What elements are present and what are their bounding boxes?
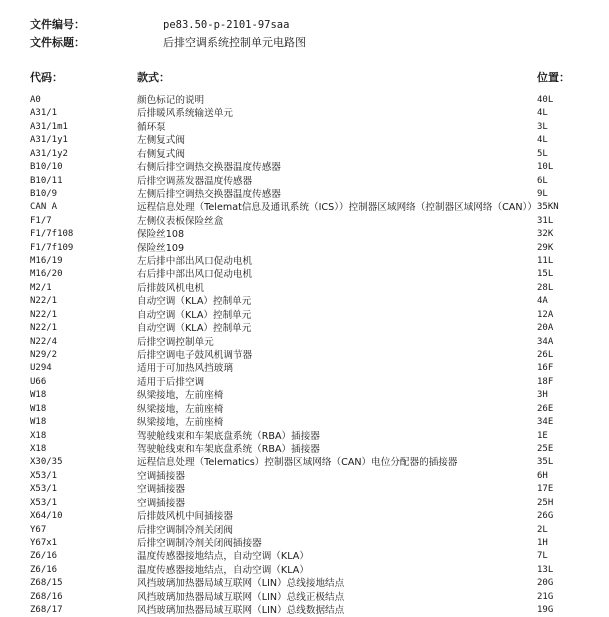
component-code: Y67 bbox=[30, 524, 47, 535]
component-position: 26G bbox=[537, 511, 554, 522]
list-item bbox=[0, 148, 609, 161]
list-item bbox=[0, 362, 609, 375]
component-description: 适用于可加热风挡玻璃 bbox=[137, 363, 233, 375]
component-position: 13L bbox=[537, 564, 554, 575]
component-position: 4L bbox=[537, 135, 548, 146]
component-code: X64/10 bbox=[30, 511, 63, 522]
list-item bbox=[0, 121, 609, 134]
list-item bbox=[0, 443, 609, 456]
doc-title-label: 文件标题： bbox=[30, 36, 85, 49]
component-position: 16F bbox=[537, 363, 554, 374]
doc-number-value: pe83.50-p-2101-97saa bbox=[163, 19, 290, 31]
component-description: 纵梁接地，左前座椅 bbox=[137, 403, 224, 415]
component-position: 25H bbox=[537, 497, 554, 508]
component-code: X53/1 bbox=[30, 484, 58, 495]
component-description: 后排暖风系统输送单元 bbox=[137, 108, 233, 120]
component-code: N22/1 bbox=[30, 296, 58, 307]
doc-title-row bbox=[30, 36, 306, 50]
component-code: A31/1y2 bbox=[30, 148, 68, 159]
component-description: 右后排中部出风口促动电机 bbox=[137, 269, 253, 281]
component-position: 17E bbox=[537, 484, 554, 495]
list-item bbox=[0, 577, 609, 590]
component-code: X18 bbox=[30, 443, 47, 454]
component-position: 3L bbox=[537, 121, 548, 132]
list-item bbox=[0, 201, 609, 214]
component-description: 温度传感器接地结点，自动空调（KLA） bbox=[137, 551, 309, 563]
component-code: X30/35 bbox=[30, 457, 63, 468]
component-code: A0 bbox=[30, 95, 41, 105]
component-description: 风挡玻璃加热器局域互联网（LIN）总线数据结点 bbox=[137, 605, 345, 617]
header-model: 款式： bbox=[137, 71, 170, 84]
component-code: F1/7f109 bbox=[30, 242, 74, 253]
column-headers bbox=[0, 69, 609, 83]
component-code: W18 bbox=[30, 390, 47, 401]
component-code: N22/1 bbox=[30, 323, 58, 334]
list-item bbox=[0, 94, 609, 107]
component-description: 空调插接器 bbox=[137, 470, 185, 482]
component-code: W18 bbox=[30, 417, 47, 428]
component-description: 左侧后排空调热交换器温度传感器 bbox=[137, 188, 281, 200]
list-item bbox=[0, 591, 609, 604]
component-code: F1/7f108 bbox=[30, 229, 74, 240]
list-item bbox=[0, 336, 609, 349]
list-item bbox=[0, 524, 609, 537]
component-description: 温度传感器接地结点，自动空调（KLA） bbox=[137, 564, 309, 576]
list-item bbox=[0, 268, 609, 281]
doc-number-row bbox=[30, 18, 289, 32]
list-item bbox=[0, 497, 609, 510]
component-position: 1H bbox=[537, 537, 548, 548]
component-position: 20G bbox=[537, 578, 554, 589]
component-code: U66 bbox=[30, 376, 47, 387]
component-code: N29/2 bbox=[30, 350, 58, 361]
component-position: 10L bbox=[537, 162, 554, 173]
component-code: M16/20 bbox=[30, 269, 63, 280]
component-description: 左侧复式阀 bbox=[137, 135, 185, 147]
list-item bbox=[0, 242, 609, 255]
header-code: 代码： bbox=[30, 71, 63, 84]
list-item bbox=[0, 510, 609, 523]
component-code: B10/11 bbox=[30, 175, 63, 186]
component-code: Z68/15 bbox=[30, 578, 63, 589]
component-code: Z6/16 bbox=[30, 564, 58, 575]
component-position: 26L bbox=[537, 350, 554, 361]
list-item bbox=[0, 255, 609, 268]
component-code: Z68/16 bbox=[30, 591, 63, 602]
component-code: A31/1 bbox=[30, 108, 58, 119]
list-item bbox=[0, 537, 609, 550]
list-item bbox=[0, 161, 609, 174]
component-code: F1/7 bbox=[30, 215, 52, 226]
component-description: 后排空调蒸发器温度传感器 bbox=[137, 175, 253, 187]
component-code: U294 bbox=[30, 363, 52, 374]
component-description: 右侧复式阀 bbox=[137, 148, 185, 160]
component-description: 空调插接器 bbox=[137, 497, 185, 509]
component-code: M16/19 bbox=[30, 256, 63, 267]
component-position: 3H bbox=[537, 390, 548, 401]
component-code: X53/1 bbox=[30, 470, 58, 481]
component-code: Z6/16 bbox=[30, 551, 58, 562]
component-position: 40L bbox=[537, 95, 554, 105]
list-item bbox=[0, 309, 609, 322]
component-description: 后排空调电子鼓风机调节器 bbox=[137, 350, 253, 362]
component-position: 4A bbox=[537, 296, 548, 307]
list-item bbox=[0, 282, 609, 295]
component-position: 34E bbox=[537, 417, 554, 428]
component-code: A31/1m1 bbox=[30, 121, 68, 132]
list-item bbox=[0, 416, 609, 429]
component-code: N22/1 bbox=[30, 309, 58, 320]
component-description: 驾驶舱线束和车架底盘系统（RBA）插接器 bbox=[137, 430, 320, 442]
component-position: 5L bbox=[537, 148, 548, 159]
component-position: 18F bbox=[537, 376, 554, 387]
component-code: Y67x1 bbox=[30, 537, 58, 548]
doc-title-value: 后排空调系统控制单元电路图 bbox=[163, 36, 306, 49]
list-item bbox=[0, 430, 609, 443]
component-position: 1E bbox=[537, 430, 548, 441]
list-item bbox=[0, 175, 609, 188]
component-description: 远程信息处理（Telematics）控制器区域网络（CAN）电位分配器的插接器 bbox=[137, 457, 458, 469]
component-description: 右侧后排空调热交换器温度传感器 bbox=[137, 162, 281, 174]
list-item bbox=[0, 107, 609, 120]
component-position: 29K bbox=[537, 242, 554, 253]
component-code: Z68/17 bbox=[30, 605, 63, 616]
component-code: M2/1 bbox=[30, 282, 52, 293]
list-item bbox=[0, 215, 609, 228]
component-code: A31/1y1 bbox=[30, 135, 68, 146]
component-description: 自动空调（KLA）控制单元 bbox=[137, 309, 252, 321]
list-item bbox=[0, 470, 609, 483]
list-item bbox=[0, 134, 609, 147]
list-item bbox=[0, 483, 609, 496]
list-item bbox=[0, 188, 609, 201]
component-description: 远程信息处理（Telemat信息及通讯系统（ICS））控制器区域网络（控制器区域网络（CAN）） bbox=[137, 202, 537, 214]
list-item bbox=[0, 456, 609, 469]
component-description: 纵梁接地，左前座椅 bbox=[137, 390, 224, 402]
component-description: 自动空调（KLA）控制单元 bbox=[137, 323, 252, 335]
list-item bbox=[0, 403, 609, 416]
component-position: 20A bbox=[537, 323, 554, 334]
component-code: B10/10 bbox=[30, 162, 63, 173]
component-position: 21G bbox=[537, 591, 554, 602]
component-code: W18 bbox=[30, 403, 47, 414]
component-position: 35L bbox=[537, 457, 554, 468]
component-position: 4L bbox=[537, 108, 548, 119]
component-description: 自动空调（KLA）控制单元 bbox=[137, 296, 252, 308]
component-description: 后排空调控制单元 bbox=[137, 336, 214, 348]
component-description: 颜色标记的说明 bbox=[137, 95, 205, 106]
component-description: 风挡玻璃加热器局域互联网（LIN）总线接地结点 bbox=[137, 578, 345, 590]
component-code: N22/4 bbox=[30, 336, 58, 347]
component-position: 2L bbox=[537, 524, 548, 535]
component-description: 左后排中部出风口促动电机 bbox=[137, 256, 253, 268]
doc-number-label: 文件编号： bbox=[30, 18, 85, 31]
component-position: 25E bbox=[537, 443, 554, 454]
component-position: 6L bbox=[537, 175, 548, 186]
list-item bbox=[0, 604, 609, 617]
component-list bbox=[0, 94, 609, 617]
component-description: 空调插接器 bbox=[137, 484, 185, 496]
component-code: B10/9 bbox=[30, 188, 58, 199]
list-item bbox=[0, 376, 609, 389]
list-item bbox=[0, 349, 609, 362]
component-position: 31L bbox=[537, 215, 554, 226]
component-position: 32K bbox=[537, 229, 554, 240]
component-position: 6H bbox=[537, 470, 548, 481]
component-description: 后排鼓风机中间插接器 bbox=[137, 511, 233, 523]
component-position: 26E bbox=[537, 403, 554, 414]
component-position: 11L bbox=[537, 256, 554, 267]
component-code: CAN A bbox=[30, 202, 58, 213]
header-position: 位置： bbox=[537, 71, 570, 84]
component-description: 保险丝109 bbox=[137, 242, 185, 254]
component-position: 7L bbox=[537, 551, 548, 562]
list-item bbox=[0, 564, 609, 577]
component-description: 循环泵 bbox=[137, 121, 166, 133]
list-item bbox=[0, 550, 609, 563]
component-position: 12A bbox=[537, 309, 554, 320]
component-position: 35KN bbox=[537, 202, 559, 213]
component-position: 34A bbox=[537, 336, 554, 347]
component-position: 19G bbox=[537, 605, 554, 616]
component-position: 15L bbox=[537, 269, 554, 280]
component-description: 适用于后排空调 bbox=[137, 376, 205, 388]
component-description: 保险丝108 bbox=[137, 229, 185, 241]
component-description: 纵梁接地，左前座椅 bbox=[137, 417, 224, 429]
component-position: 9L bbox=[537, 188, 548, 199]
component-description: 左侧仪表板保险丝盒 bbox=[137, 215, 224, 227]
component-description: 后排鼓风机电机 bbox=[137, 282, 205, 294]
component-description: 风挡玻璃加热器局域互联网（LIN）总线正极结点 bbox=[137, 591, 345, 603]
component-description: 后排空调制冷剂关闭阀 bbox=[137, 524, 233, 536]
list-item bbox=[0, 228, 609, 241]
component-code: X53/1 bbox=[30, 497, 58, 508]
list-item bbox=[0, 389, 609, 402]
list-item bbox=[0, 322, 609, 335]
component-code: X18 bbox=[30, 430, 47, 441]
component-position: 28L bbox=[537, 282, 554, 293]
component-description: 后排空调制冷剂关闭阀插接器 bbox=[137, 537, 262, 549]
component-description: 驾驶舱线束和车架底盘系统（RBA）插接器 bbox=[137, 443, 320, 455]
list-item bbox=[0, 295, 609, 308]
